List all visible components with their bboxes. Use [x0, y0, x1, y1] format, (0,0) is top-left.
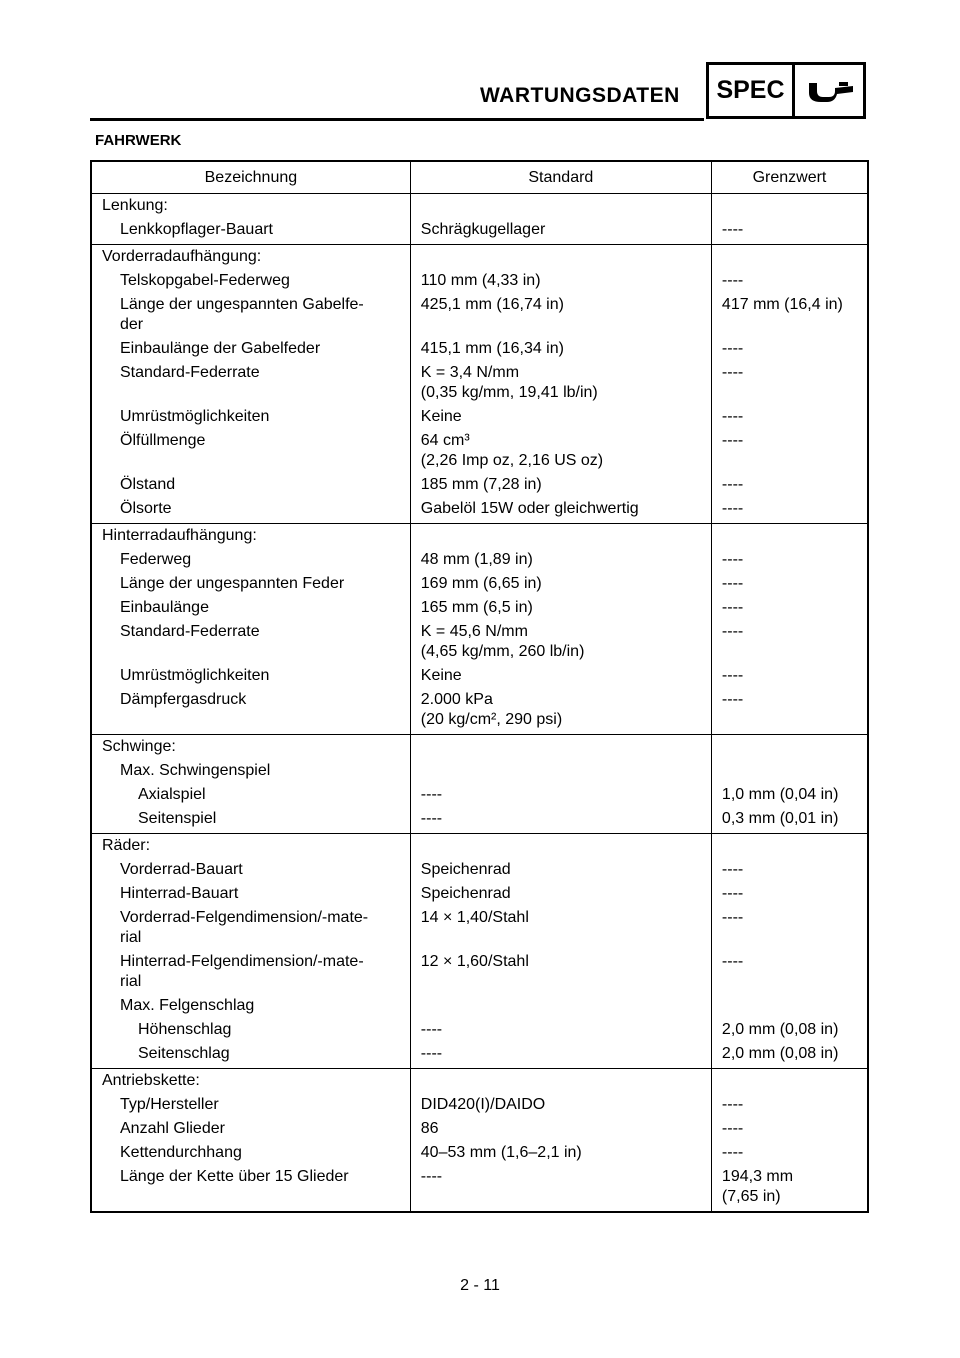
table-row [91, 245, 868, 270]
cell-grenzwert: ---- [711, 497, 868, 524]
cell-standard [410, 245, 711, 270]
cell-grenzwert: ---- [711, 688, 868, 735]
cell-standard: Gabelöl 15W oder gleichwertig [410, 497, 711, 524]
cell-standard: 86 [410, 1117, 711, 1141]
table-header-row [91, 161, 868, 194]
cell-bezeichnung: Länge der Kette über 15 Glieder [120, 1168, 349, 1185]
section-title: FAHRWERK [95, 132, 182, 149]
table-group [91, 735, 868, 834]
cell-grenzwert [711, 759, 868, 783]
cell-standard: K = 3,4 N/mm (0,35 kg/mm, 19,41 lb/in) [410, 361, 711, 405]
cell-grenzwert: ---- [711, 1117, 868, 1141]
cell-bezeichnung: Lenkung: [102, 197, 168, 214]
cell-bezeichnung: Hinterradaufhängung: [91, 524, 410, 549]
table-row [91, 1018, 868, 1042]
cell-bezeichnung: Umrüstmöglichkeiten [120, 667, 270, 684]
cell-standard: Keine [410, 405, 711, 429]
cell-standard: ---- [410, 1165, 711, 1212]
table-row [91, 572, 868, 596]
table-row [91, 1042, 868, 1069]
cell-grenzwert: ---- [711, 882, 868, 906]
cell-bezeichnung: Kettendurchhang [120, 1144, 242, 1161]
cell-bezeichnung: Dämpfergasdruck [120, 691, 247, 708]
table-row [91, 293, 868, 337]
cell-standard: 185 mm (7,28 in) [410, 473, 711, 497]
cell-grenzwert: ---- [711, 405, 868, 429]
cell-standard: ---- [410, 807, 711, 834]
table-row [91, 664, 868, 688]
table-row [91, 882, 868, 906]
cell-grenzwert: ---- [711, 1141, 868, 1165]
cell-bezeichnung: Länge der ungespannten Gabelfe- der [120, 296, 364, 333]
cell-bezeichnung: Max. Schwingenspiel [120, 762, 271, 779]
page-number: 2 - 11 [460, 1277, 500, 1294]
cell-grenzwert: ---- [711, 906, 868, 950]
table-row [91, 759, 868, 783]
cell-bezeichnung: Ölfüllmenge [120, 432, 206, 449]
table-row [91, 620, 868, 664]
table-row [91, 994, 868, 1018]
cell-bezeichnung: Umrüstmöglichkeiten [120, 408, 270, 425]
cell-bezeichnung: Vorderrad-Felgendimension/-mate- rial [120, 909, 369, 946]
cell-standard: 169 mm (6,65 in) [410, 572, 711, 596]
column-header-bezeichnung: Bezeichnung [91, 161, 410, 194]
cell-grenzwert: ---- [711, 337, 868, 361]
cell-standard: 64 cm³ (2,26 Imp oz, 2,16 US oz) [410, 429, 711, 473]
cell-standard: 40–53 mm (1,6–2,1 in) [410, 1141, 711, 1165]
table-row [91, 269, 868, 293]
table-row [91, 497, 868, 524]
cell-standard: 12 × 1,60/Stahl [410, 950, 711, 994]
cell-bezeichnung: Ölstand [120, 476, 176, 493]
cell-grenzwert: 417 mm (16,4 in) [711, 293, 868, 337]
cell-standard: ---- [410, 783, 711, 807]
spec-badge [706, 62, 866, 119]
page-header-title: WARTUNGSDATEN [480, 84, 680, 107]
cell-grenzwert [711, 834, 868, 859]
wrench-icon [795, 65, 863, 116]
cell-grenzwert: ---- [711, 1093, 868, 1117]
cell-grenzwert: ---- [711, 950, 868, 994]
spec-label: SPEC [709, 65, 795, 116]
cell-grenzwert: 0,3 mm (0,01 in) [711, 807, 868, 834]
table-row [91, 596, 868, 620]
chassis-spec-table [90, 160, 869, 1213]
table-row [91, 194, 868, 219]
cell-standard: Keine [410, 664, 711, 688]
cell-bezeichnung: Höhenschlag [138, 1021, 232, 1038]
cell-standard [410, 194, 711, 219]
cell-grenzwert: ---- [711, 620, 868, 664]
cell-standard: 48 mm (1,89 in) [410, 548, 711, 572]
cell-standard: Speichenrad [410, 882, 711, 906]
cell-bezeichnung: Antriebskette: [91, 1069, 410, 1094]
table-row [91, 834, 868, 859]
cell-grenzwert [711, 994, 868, 1018]
cell-grenzwert: ---- [711, 548, 868, 572]
cell-grenzwert: 2,0 mm (0,08 in) [711, 1018, 868, 1042]
table-group [91, 834, 868, 1069]
table-row [91, 1093, 868, 1117]
cell-standard [410, 735, 711, 760]
table-row [91, 524, 868, 549]
cell-grenzwert: 2,0 mm (0,08 in) [711, 1042, 868, 1069]
cell-bezeichnung: Einbaulänge [120, 599, 209, 616]
table-row [91, 1117, 868, 1141]
table-row [91, 858, 868, 882]
cell-bezeichnung: Lenkkopflager-Bauart [120, 221, 273, 238]
table-row [91, 906, 868, 950]
cell-grenzwert [711, 245, 868, 270]
cell-grenzwert [711, 194, 868, 219]
cell-standard: 165 mm (6,5 in) [410, 596, 711, 620]
cell-bezeichnung: Federweg [120, 551, 192, 568]
cell-grenzwert: ---- [711, 858, 868, 882]
cell-bezeichnung: Seitenspiel [138, 810, 217, 827]
cell-bezeichnung: Anzahl Glieder [120, 1120, 225, 1137]
cell-grenzwert: ---- [711, 572, 868, 596]
header-rule [90, 118, 704, 121]
table-group [91, 245, 868, 524]
table-row [91, 807, 868, 834]
table-row [91, 950, 868, 994]
cell-bezeichnung: Hinterrad-Bauart [120, 885, 239, 902]
cell-bezeichnung: Max. Felgenschlag [120, 997, 255, 1014]
cell-standard [410, 524, 711, 549]
cell-standard: 14 × 1,40/Stahl [410, 906, 711, 950]
cell-bezeichnung: Standard-Federrate [120, 623, 260, 640]
cell-grenzwert: ---- [711, 218, 868, 245]
cell-standard [410, 834, 711, 859]
cell-standard [410, 1069, 711, 1094]
column-header-grenzwert: Grenzwert [711, 161, 868, 194]
table-row [91, 783, 868, 807]
table-group [91, 524, 868, 735]
cell-bezeichnung: Hinterrad-Felgendimension/-mate- rial [120, 953, 364, 990]
table-row [91, 361, 868, 405]
table-row [91, 429, 868, 473]
cell-bezeichnung: Schwinge: [91, 735, 410, 760]
cell-grenzwert: ---- [711, 596, 868, 620]
table-row [91, 688, 868, 735]
cell-standard: Speichenrad [410, 858, 711, 882]
table-row [91, 1069, 868, 1094]
cell-bezeichnung: Standard-Federrate [120, 364, 260, 381]
cell-standard: ---- [410, 1042, 711, 1069]
cell-grenzwert: ---- [711, 361, 868, 405]
cell-bezeichnung: Länge der ungespannten Feder [120, 575, 345, 592]
cell-bezeichnung: Einbaulänge der Gabelfeder [120, 340, 321, 357]
cell-bezeichnung: Räder: [91, 834, 410, 859]
cell-standard: 110 mm (4,33 in) [410, 269, 711, 293]
cell-grenzwert: 1,0 mm (0,04 in) [711, 783, 868, 807]
cell-standard: 2.000 kPa (20 kg/cm², 290 psi) [410, 688, 711, 735]
cell-grenzwert [711, 1069, 868, 1094]
cell-bezeichnung: Telskopgabel-Federweg [120, 272, 290, 289]
cell-grenzwert [711, 524, 868, 549]
cell-grenzwert: ---- [711, 473, 868, 497]
cell-standard: 425,1 mm (16,74 in) [410, 293, 711, 337]
cell-standard [410, 759, 711, 783]
cell-standard: DID420(I)/DAIDO [410, 1093, 711, 1117]
cell-grenzwert [711, 735, 868, 760]
cell-standard: 415,1 mm (16,34 in) [410, 337, 711, 361]
table-row [91, 218, 868, 245]
table-row [91, 548, 868, 572]
cell-standard [410, 994, 711, 1018]
cell-grenzwert: ---- [711, 664, 868, 688]
cell-grenzwert: ---- [711, 429, 868, 473]
table-row [91, 735, 868, 760]
cell-bezeichnung: Vorderradaufhängung: [91, 245, 410, 270]
cell-standard: ---- [410, 1018, 711, 1042]
column-header-standard: Standard [410, 161, 711, 194]
table-row [91, 1165, 868, 1212]
cell-bezeichnung: Vorderrad-Bauart [120, 861, 243, 878]
table-group [91, 1069, 868, 1213]
cell-bezeichnung: Axialspiel [138, 786, 206, 803]
table-row [91, 473, 868, 497]
table-row [91, 1141, 868, 1165]
cell-bezeichnung: Typ/Hersteller [120, 1096, 219, 1113]
cell-bezeichnung: Ölsorte [120, 500, 172, 517]
cell-grenzwert: 194,3 mm (7,65 in) [711, 1165, 868, 1212]
cell-grenzwert: ---- [711, 269, 868, 293]
table-row [91, 337, 868, 361]
cell-standard: K = 45,6 N/mm (4,65 kg/mm, 260 lb/in) [410, 620, 711, 664]
cell-bezeichnung: Seitenschlag [138, 1045, 230, 1062]
table-row [91, 405, 868, 429]
table-group [91, 194, 868, 245]
cell-standard: Schrägkugellager [410, 218, 711, 245]
